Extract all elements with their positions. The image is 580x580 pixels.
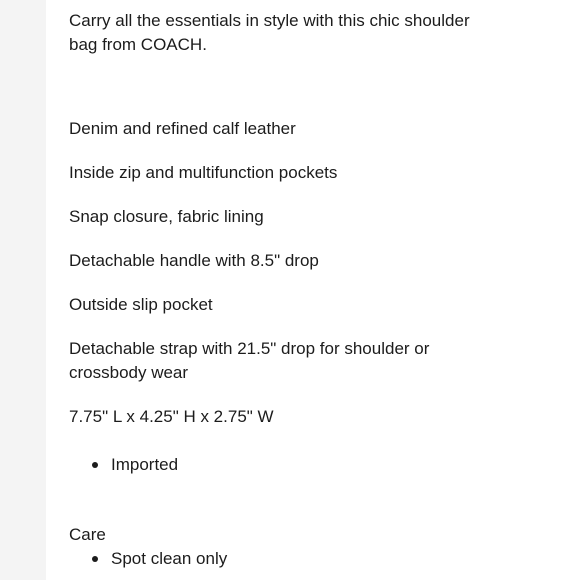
bullet-dot-icon xyxy=(92,462,98,468)
feature-pockets: Inside zip and multifunction pockets xyxy=(69,163,338,182)
feature-slip-pocket: Outside slip pocket xyxy=(69,295,213,314)
bullet-imported: Imported xyxy=(111,455,179,474)
feature-strap-line-2: crossbody wear xyxy=(69,363,189,382)
feature-handle: Detachable handle with 8.5" drop xyxy=(69,251,319,270)
product-description-panel xyxy=(46,0,580,580)
feature-strap-line-1: Detachable strap with 21.5" drop for shoulder or xyxy=(69,339,430,358)
care-heading: Care xyxy=(69,525,106,544)
intro-text-line-1: Carry all the essentials in style with this chic shoulder xyxy=(69,11,470,30)
care-bullet-spot-clean: Spot clean only xyxy=(111,549,228,568)
feature-dimensions: 7.75" L x 4.25" H x 2.75" W xyxy=(69,407,274,426)
feature-material: Denim and refined calf leather xyxy=(69,119,296,138)
feature-closure: Snap closure, fabric lining xyxy=(69,207,264,226)
intro-text-line-2: bag from COACH. xyxy=(69,35,207,54)
bullet-dot-icon xyxy=(92,556,98,562)
